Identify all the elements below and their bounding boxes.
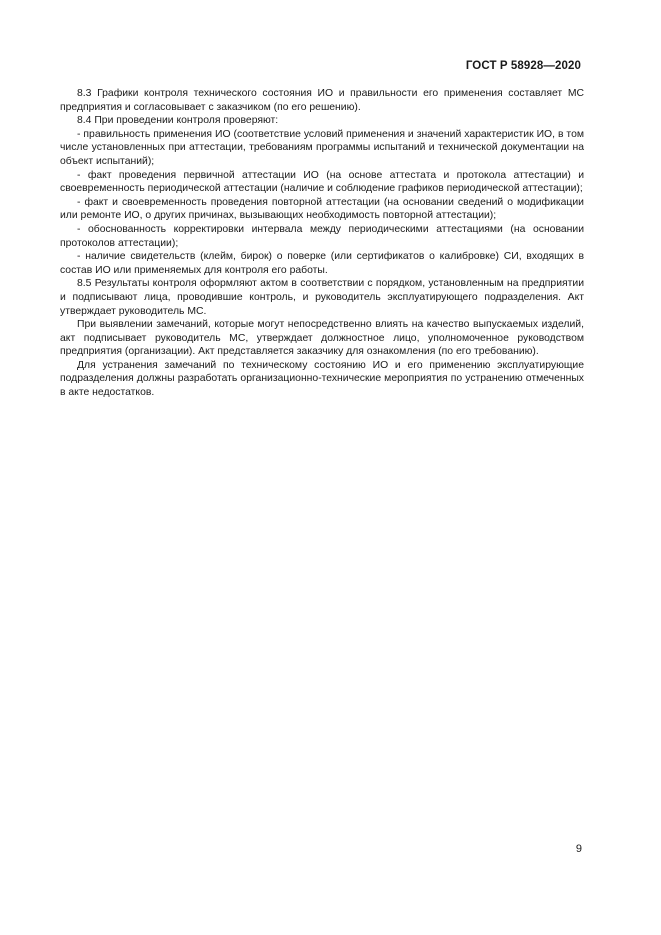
page-number: 9	[575, 843, 582, 855]
list-item-repeat-attestation: - факт и своевременность проведения повторной аттестации (на основании сведений о модификации или ремонте ИО, о других причинах, вызывающих необходимость повторной аттестации);	[60, 196, 584, 222]
document-header-standard-id: ГОСТ Р 58928—2020	[465, 60, 581, 72]
paragraph-8-4: 8.4 При проведении контроля проверяют:	[77, 115, 279, 127]
paragraph-remarks: При выявлении замечаний, которые могут непосредственно влиять на качество выпускаемых изделий, акт подписывает руководитель МС, утверждает должностное лицо, уполномоченное руководством предприятия (организации). Акт представляется заказчику для ознакомления (по его требованию).	[60, 319, 584, 358]
list-item-primary-attestation: - факт проведения первичной аттестации ИО (на основе аттестата и протокола аттестации) и своевременность периодической аттестации (наличие и соблюдение графиков периодической аттестации);	[60, 169, 584, 195]
document-body	[60, 87, 584, 400]
list-item-usage-correctness: - правильность применения ИО (соответствие условий применения и значений характеристик ИО, в том числе установленных при аттестации, требованиям программы испытаний и технической документации на объект испытаний);	[60, 128, 584, 167]
paragraph-corrective-measures: Для устранения замечаний по техническому состоянию ИО и его применению эксплуатирующие подразделения должны разработать организационно-технические мероприятия по устранению отмеченных в акте недостатков.	[60, 359, 584, 399]
paragraph-8-5: 8.5 Результаты контроля оформляют актом в соответствии с порядком, установленным на предприятии и подписывают лица, проводившие контроль, и руководитель эксплуатирующего подразделения. Акт утверждает руководитель МС.	[60, 278, 584, 317]
list-item-verification-marks: - наличие свидетельств (клейм, бирок) о поверке (или сертификатов о калибровке) СИ, входящих в состав ИО или применяемых для контроля его работы.	[60, 251, 584, 276]
list-item-interval-adjustment: - обоснованность корректировки интервала между периодическими аттестациями (на основании протоколов аттестации);	[60, 223, 584, 249]
paragraph-8-3: 8.3 Графики контроля технического состояния ИО и правильности его применения составляет МС предприятия и согласовывает с заказчиком (по его решению).	[60, 88, 584, 113]
